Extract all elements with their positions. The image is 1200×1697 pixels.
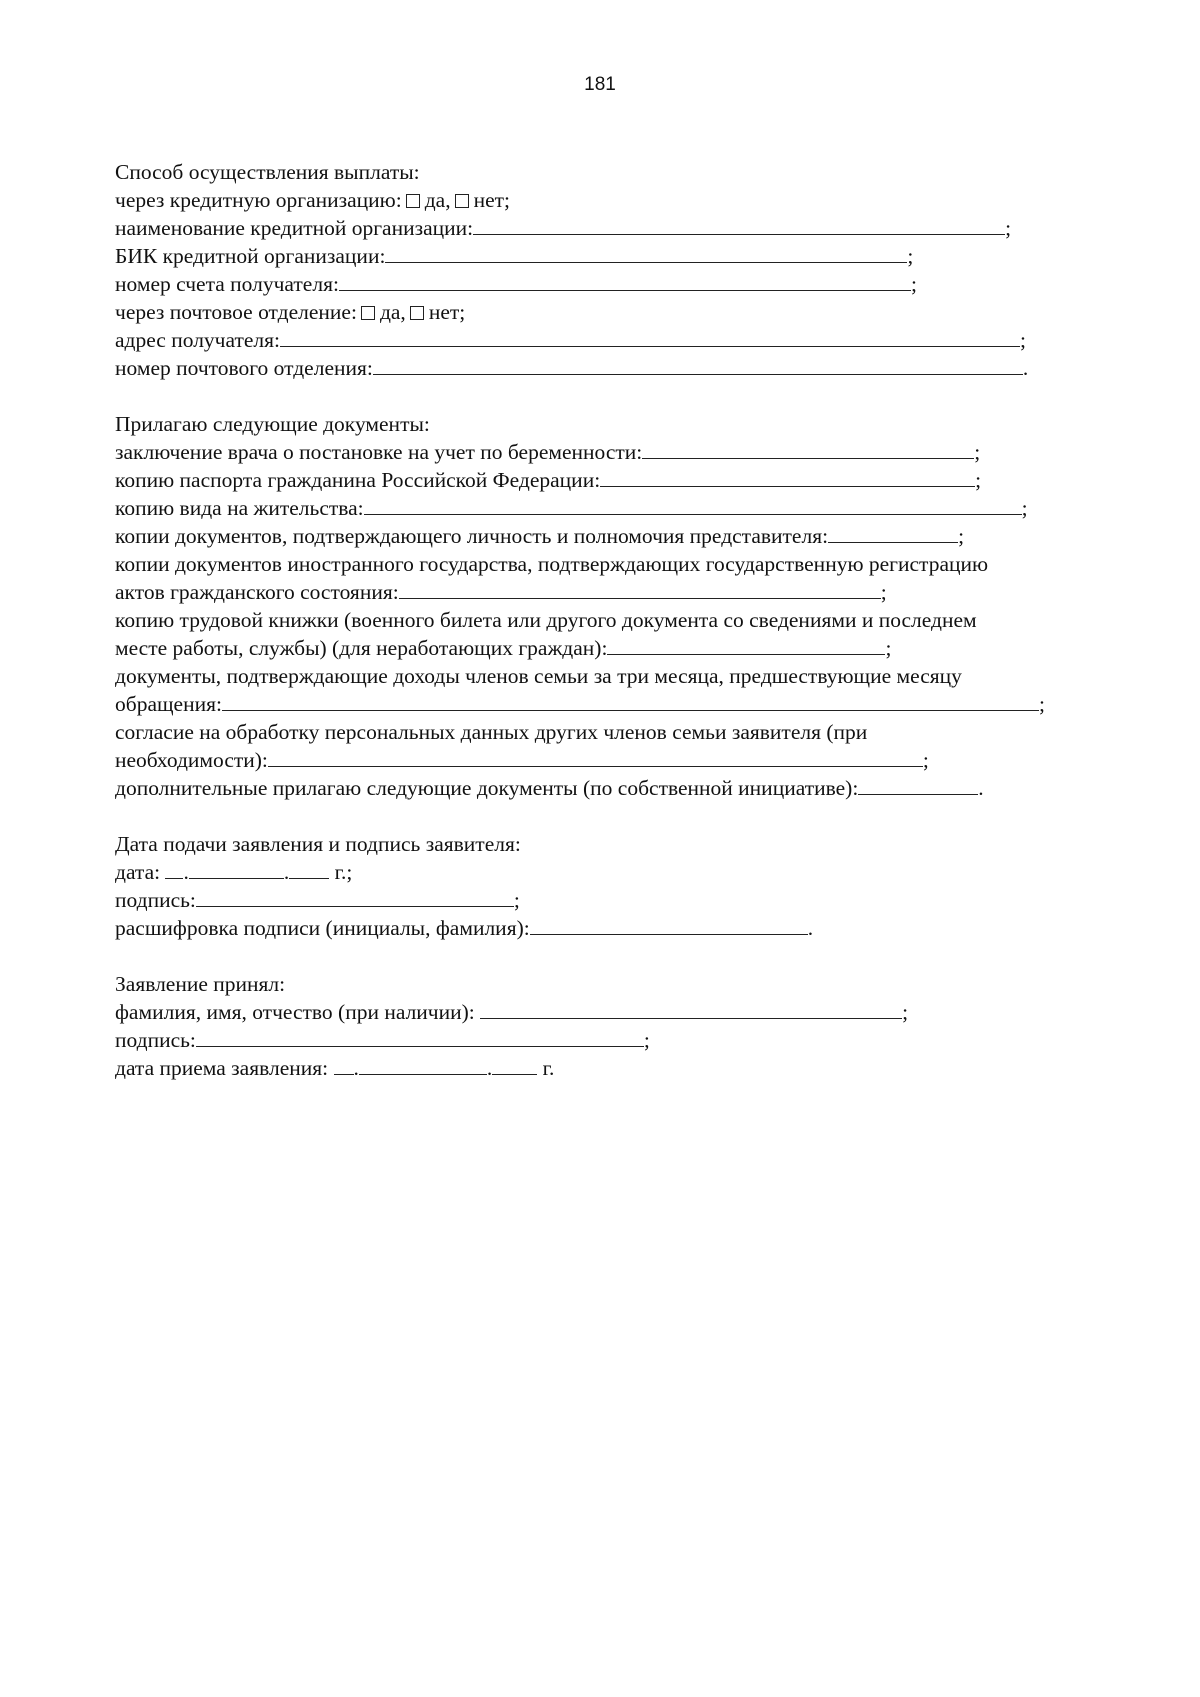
credit-org-option: через кредитную организацию: да, нет; <box>115 188 511 212</box>
consent-line-1: согласие на обработку персональных данных других членов семьи заявителя (при <box>115 720 868 744</box>
labor-book-line-2: месте работы, службы) (для неработающих граждан): ; <box>115 636 892 660</box>
receiver-date-row: дата приема заявления: . . г. <box>115 1056 555 1080</box>
income-line-1: документы, подтверждающие доходы членов семьи за три месяца, предшествующие месяцу <box>115 664 962 688</box>
income-line-2: обращения: ; <box>115 692 1045 716</box>
receiver-signature-row: подпись: ; <box>115 1028 650 1052</box>
post-number-field[interactable] <box>373 354 1023 375</box>
post-option: через почтовое отделение: да, нет; <box>115 300 466 324</box>
receiver-heading: Заявление принял: <box>115 972 286 996</box>
applicant-heading: Дата подачи заявления и подпись заявителя: <box>115 832 521 856</box>
documents-heading: Прилагаю следующие документы: <box>115 412 430 436</box>
receiver-year-field[interactable] <box>492 1054 537 1075</box>
labor-book-line-1: копию трудовой книжки (военного билета или другого документа со сведениями и последнем <box>115 608 977 632</box>
applicant-year-field[interactable] <box>289 858 329 879</box>
labor-book-field[interactable] <box>607 634 885 655</box>
receiver-day-field[interactable] <box>334 1054 354 1075</box>
credit-yes-checkbox[interactable] <box>406 194 420 208</box>
address-field[interactable] <box>280 326 1020 347</box>
page-number: 181 <box>584 74 616 95</box>
post-no-checkbox[interactable] <box>410 306 424 320</box>
residence-row: копию вида на жительства: ; <box>115 496 1028 520</box>
bik-row: БИК кредитной организации: ; <box>115 244 914 268</box>
credit-org-name-field[interactable] <box>473 214 1005 235</box>
bik-field[interactable] <box>385 242 907 263</box>
consent-field[interactable] <box>268 746 923 767</box>
applicant-month-field[interactable] <box>189 858 284 879</box>
signature-decode-field[interactable] <box>530 914 808 935</box>
passport-field[interactable] <box>600 466 975 487</box>
post-number-row: номер почтового отделения: . <box>115 356 1029 380</box>
income-field[interactable] <box>222 690 1039 711</box>
representative-field[interactable] <box>828 522 958 543</box>
receiver-month-field[interactable] <box>359 1054 487 1075</box>
address-row: адрес получателя: ; <box>115 328 1026 352</box>
applicant-date-row: дата: . . г.; <box>115 860 353 884</box>
account-field[interactable] <box>339 270 911 291</box>
receiver-signature-field[interactable] <box>196 1026 644 1047</box>
credit-no-checkbox[interactable] <box>455 194 469 208</box>
representative-row: копии документов, подтверждающего личность и полномочия представителя: ; <box>115 524 965 548</box>
doctor-field[interactable] <box>642 438 974 459</box>
foreign-docs-field[interactable] <box>399 578 881 599</box>
post-yes-checkbox[interactable] <box>361 306 375 320</box>
residence-field[interactable] <box>364 494 1022 515</box>
credit-org-name-row: наименование кредитной организации: ; <box>115 216 1012 240</box>
receiver-fio-row: фамилия, имя, отчество (при наличии): ; <box>115 1000 909 1024</box>
passport-row: копию паспорта гражданина Российской Федерации: ; <box>115 468 982 492</box>
account-row: номер счета получателя: ; <box>115 272 917 296</box>
application-form <box>115 158 1115 1082</box>
foreign-docs-line-1: копии документов иностранного государства, подтверждающих государственную регистрацию <box>115 552 989 576</box>
additional-row: дополнительные прилагаю следующие документы (по собственной инициативе): . <box>115 776 984 800</box>
applicant-day-field[interactable] <box>165 858 183 879</box>
applicant-signature-row: подпись: ; <box>115 888 520 912</box>
signature-decode-row: расшифровка подписи (инициалы, фамилия): . <box>115 916 814 940</box>
applicant-signature-field[interactable] <box>196 886 514 907</box>
doctor-row: заключение врача о постановке на учет по беременности: ; <box>115 440 981 464</box>
receiver-fio-field[interactable] <box>480 998 902 1019</box>
foreign-docs-line-2: актов гражданского состояния: ; <box>115 580 887 604</box>
payment-heading: Способ осуществления выплаты: <box>115 160 420 184</box>
additional-field[interactable] <box>858 774 978 795</box>
consent-line-2: необходимости): ; <box>115 748 929 772</box>
